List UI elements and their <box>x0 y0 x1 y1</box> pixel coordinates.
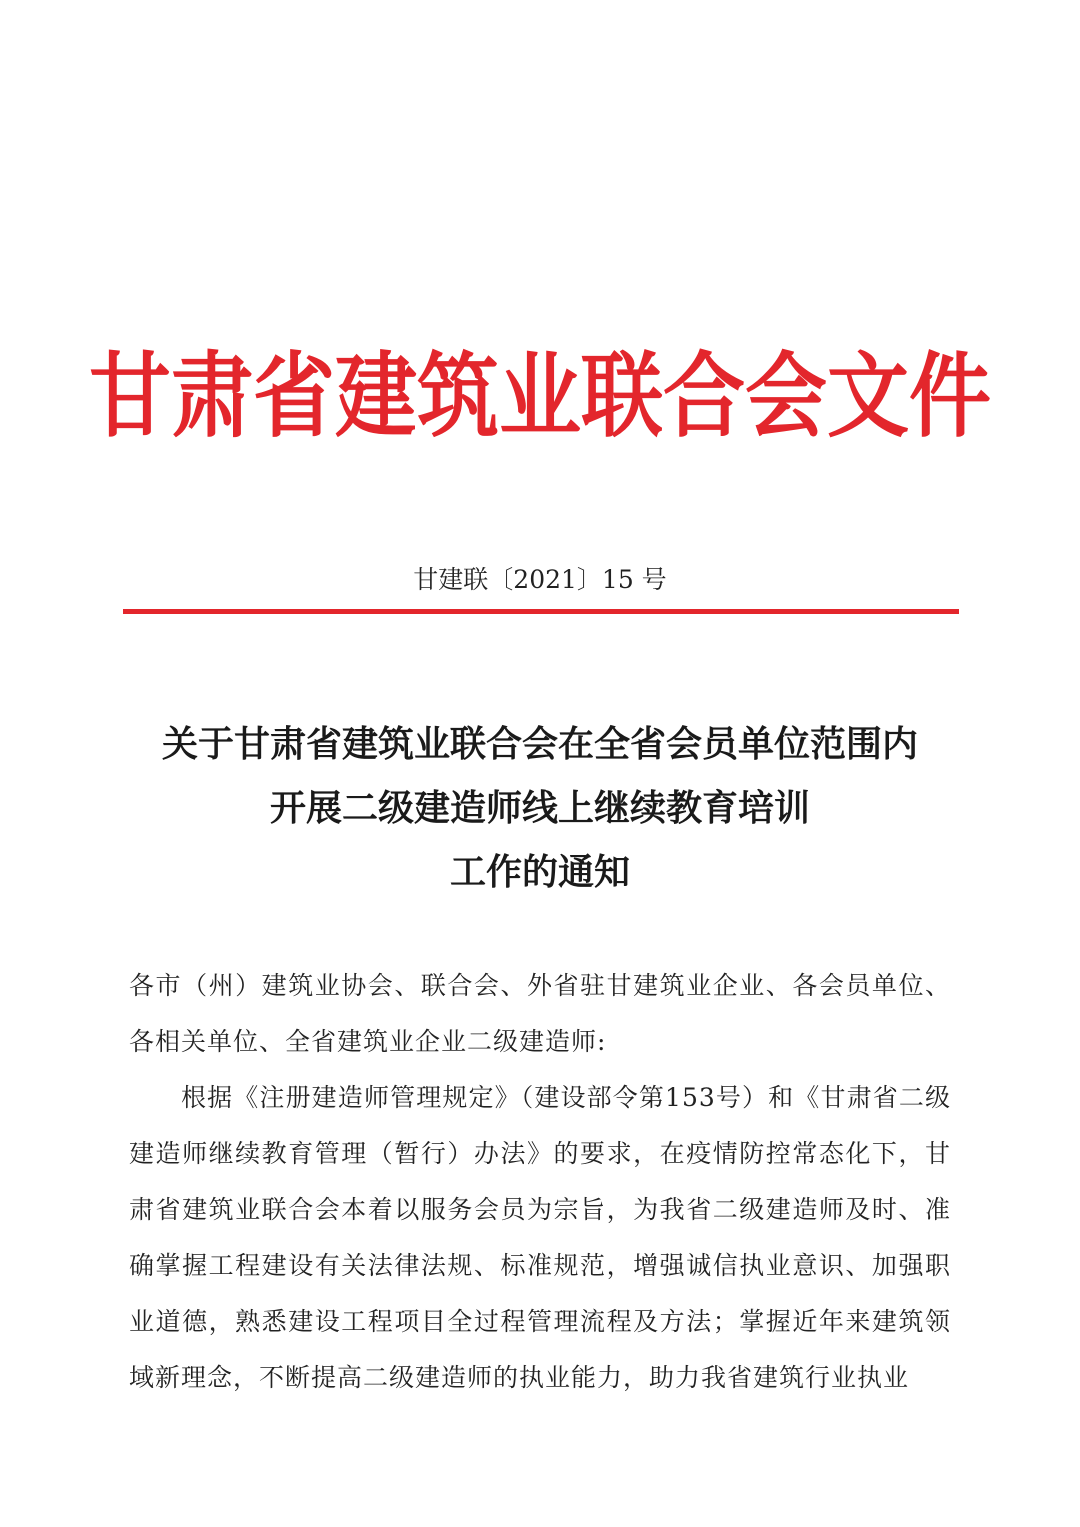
body-paragraph-1: 根据《注册建造师管理规定》（建设部令第153号）和《甘肃省二级建造师继续教育管理（暂行）办法》的要求，在疫情防控常态化下，甘肃省建筑业联合会本着以服务会员为宗旨，为我省二级建造师及时、准确掌握工程建设有关法律法规、标准规范，增强诚信执业意识、加强职业道德，熟悉建设工程项目全过程管理流程及方法；掌握近年来建筑领域新理念，不断提高二级建造师的执业能力，助力我省建筑行业执业 <box>129 1083 951 1392</box>
notice-title-line-3: 工作的通知 <box>449 851 630 893</box>
notice-title-line-2: 开展二级建造师线上继续教育培训 <box>269 787 810 829</box>
org-title-header: 甘肃省建筑业联合会文件 <box>88 343 991 451</box>
document-number: 甘建联〔2021〕15 号 <box>413 565 667 594</box>
salutation-paragraph: 各市（州）建筑业协会、联合会、外省驻甘建筑业企业、各会员单位、各相关单位、全省建筑业企业二级建造师: <box>129 971 951 1056</box>
red-divider-line <box>123 609 959 614</box>
notice-body <box>129 958 951 1406</box>
notice-title-line-1: 关于甘肃省建筑业联合会在全省会员单位范围内 <box>161 723 918 765</box>
notice-title <box>100 712 980 904</box>
